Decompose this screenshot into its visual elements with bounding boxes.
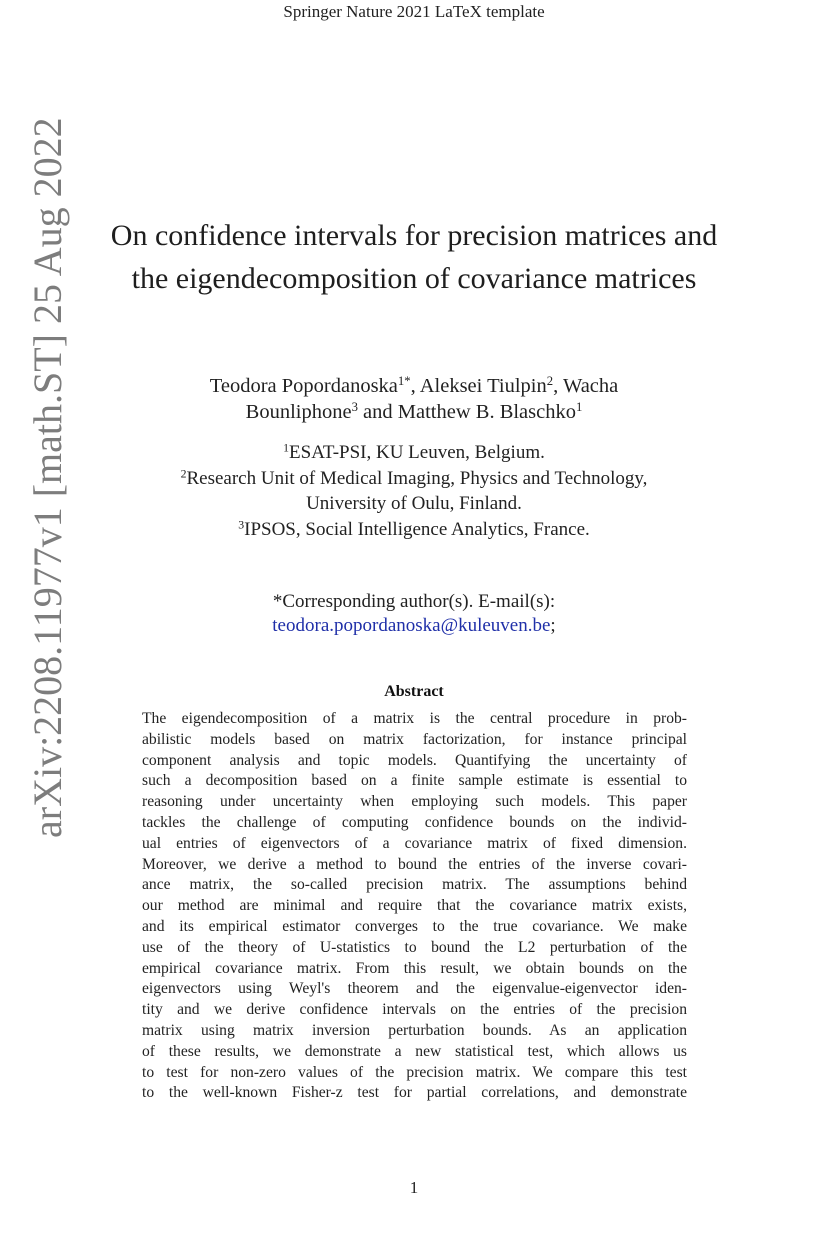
affiliation-item xyxy=(100,440,728,466)
author-name: Bounliphone xyxy=(245,401,352,423)
abstract-line: our method are minimal and require that the covariance matrix exists, xyxy=(142,897,687,915)
author-affil-marker: 3 xyxy=(351,400,358,415)
arxiv-sidebar-stamp: arXiv:2208.11977v1 [math.ST] 25 Aug 2022 xyxy=(25,117,70,838)
corresponding-author xyxy=(150,590,678,638)
affiliation-marker: 1 xyxy=(283,441,290,455)
author-name: , Wacha xyxy=(553,375,619,397)
abstract-line: The eigendecomposition of a matrix is the central procedure in prob- xyxy=(142,710,687,727)
abstract-line: and its empirical estimator converges to the true covariance. We make xyxy=(142,917,687,935)
affiliation-text: ESAT-PSI, KU Leuven, Belgium. xyxy=(289,442,545,463)
affiliation-text: University of Oulu, Finland. xyxy=(306,493,522,514)
affiliation-item xyxy=(100,491,728,517)
abstract-body xyxy=(142,709,687,1104)
affiliation-text: IPSOS, Social Intelligence Analytics, France. xyxy=(244,518,590,540)
abstract-line: to test for non-zero values of the precision matrix. We compare this test xyxy=(142,1063,687,1081)
page-number: 1 xyxy=(409,1178,419,1197)
abstract-line: Moreover, we derive a method to bound the entries of the inverse covari- xyxy=(142,855,687,873)
email-link[interactable]: teodora.popordanoska@kuleuven.be xyxy=(272,615,551,636)
author-list xyxy=(110,373,718,425)
abstract-line: matrix using matrix inversion perturbation bounds. As an application xyxy=(142,1021,687,1039)
corresponding-email-line xyxy=(150,614,678,638)
email-suffix: ; xyxy=(550,615,556,636)
author-name: Teodora Popordanoska xyxy=(209,375,398,397)
abstract-line: to the well-known Fisher-z test for partial correlations, and demonstrate xyxy=(142,1084,687,1102)
author-line-1 xyxy=(110,373,718,399)
author-affil-marker: 2 xyxy=(546,374,554,389)
affiliation-text: Research Unit of Medical Imaging, Physics and Technology, xyxy=(186,467,648,489)
corresponding-label: *Corresponding author(s). E-mail(s): xyxy=(272,591,556,612)
abstract-line: abilistic models based on matrix factorization, for instance principal xyxy=(142,730,687,748)
author-affil-marker: 1 xyxy=(576,400,583,415)
author-line-2 xyxy=(110,399,718,425)
author-name: and Matthew B. Blaschko xyxy=(357,401,576,423)
affiliation-marker: 2 xyxy=(180,467,187,481)
abstract-line: use of the theory of U-statistics to bound the L2 perturbation of the xyxy=(142,938,687,956)
abstract-line: such a decomposition based on a finite sample estimate is essential to xyxy=(142,772,687,790)
abstract-line: tackles the challenge of computing confidence bounds on the individ- xyxy=(142,813,687,831)
abstract-line: of these results, we demonstrate a new statistical test, which allows us xyxy=(142,1042,687,1060)
running-header: Springer Nature 2021 LaTeX template xyxy=(283,2,545,21)
abstract-heading: Abstract xyxy=(384,683,444,700)
abstract-line: empirical covariance matrix. From this result, we obtain bounds on the xyxy=(142,959,687,977)
abstract-line: ance matrix, the so-called precision matrix. The assumptions behind xyxy=(142,876,687,894)
abstract-line: eigenvectors using Weyl's theorem and the eigenvalue-eigenvector iden- xyxy=(142,980,687,998)
paper-title: On confidence intervals for precision matrices and the eigendecomposition of covariance matrices xyxy=(110,219,718,295)
abstract-line: tity and we derive confidence intervals on the entries of the precision xyxy=(142,1001,687,1019)
abstract-line: component analysis and topic models. Quantifying the uncertainty of xyxy=(142,751,687,769)
affiliation-marker: 3 xyxy=(238,518,245,532)
affiliation-list xyxy=(100,440,728,542)
author-affil-marker: 1* xyxy=(397,374,411,389)
abstract-line: ual entries of eigenvectors of a covariance matrix of fixed dimension. xyxy=(142,834,687,852)
affiliation-item xyxy=(100,466,728,492)
affiliation-item xyxy=(100,517,728,543)
abstract-line: reasoning under uncertainty when employing such models. This paper xyxy=(142,793,687,811)
author-name: , Aleksei Tiulpin xyxy=(410,375,547,397)
